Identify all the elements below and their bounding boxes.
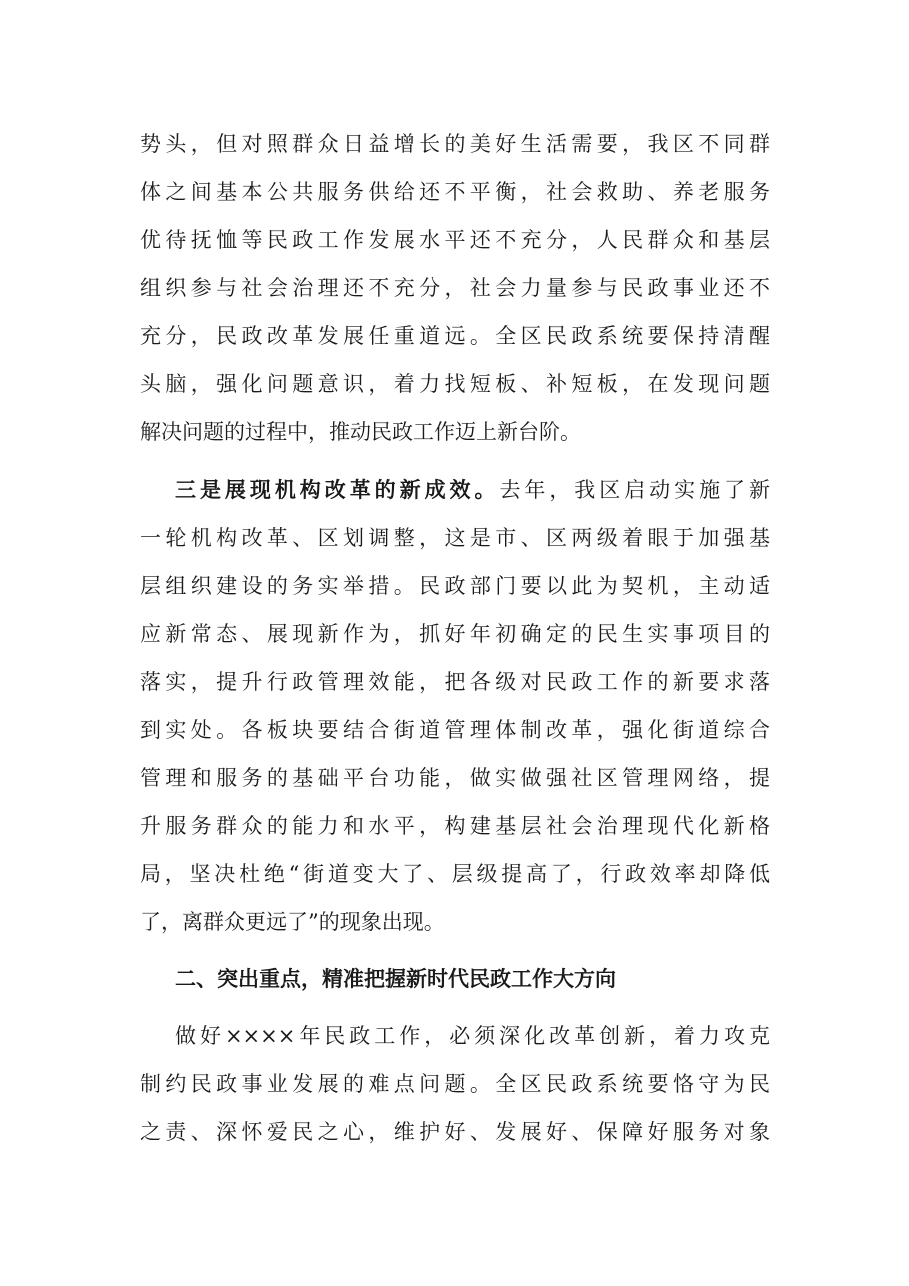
paragraph-line: 势头，但对照群众日益增长的美好生活需要，我区不同群 [140, 132, 770, 156]
paragraph-line: 优待抚恤等民政工作发展水平还不充分，人民群众和基层 [140, 228, 770, 252]
paragraph-line: 落实，提升行政管理效能，把各级对民政工作的新要求落 [140, 670, 770, 694]
section-heading: 二、突出重点，精准把握新时代民政工作大方向 [175, 967, 616, 991]
paragraph-line: 应新常态、展现新作为，抓好年初确定的民生实事项目的 [140, 622, 770, 646]
paragraph-line: 体之间基本公共服务供给还不平衡，社会救助、养老服务 [140, 180, 770, 204]
paragraph-line: 解决问题的过程中，推动民政工作迈上新台阶。 [140, 420, 581, 444]
paragraph-line: 一轮机构改革、区划调整，这是市、区两级着眼于加强基 [140, 526, 770, 550]
paragraph-line: 局，坚决杜绝“街道变大了、层级提高了，行政效率却降低 [140, 862, 770, 886]
paragraph-lead-rest: 去年，我区启动实施了新 [499, 478, 770, 502]
paragraph-line: 到实处。各板块要结合街道管理体制改革，强化街道综合 [140, 718, 770, 742]
paragraph-line: 头脑，强化问题意识，着力找短板、补短板，在发现问题 [140, 372, 770, 396]
paragraph-line: 组织参与社会治理还不充分，社会力量参与民政事业还不 [140, 276, 770, 300]
paragraph-line: 充分，民政改革发展任重道远。全区民政系统要保持清醒 [140, 324, 770, 348]
paragraph-line: 升服务群众的能力和水平，构建基层社会治理现代化新格 [140, 814, 770, 838]
paragraph-lead-bold: 三是展现机构改革的新成效。 [175, 477, 500, 502]
paragraph-line: 制约民政事业发展的难点问题。全区民政系统要恪守为民 [140, 1072, 770, 1096]
paragraph-line: 层组织建设的务实举措。民政部门要以此为契机，主动适 [140, 574, 770, 598]
paragraph-line: 之责、深怀爱民之心，维护好、发展好、保障好服务对象 [140, 1120, 770, 1144]
paragraph-first-line [175, 466, 770, 514]
paragraph-line: 了，离群众更远了”的现象出现。 [140, 910, 445, 934]
paragraph-line: 管理和服务的基础平台功能，做实做强社区管理网络，提 [140, 766, 770, 790]
paragraph-first-line: 做好××××年民政工作，必须深化改革创新，着力攻克 [175, 1024, 770, 1048]
